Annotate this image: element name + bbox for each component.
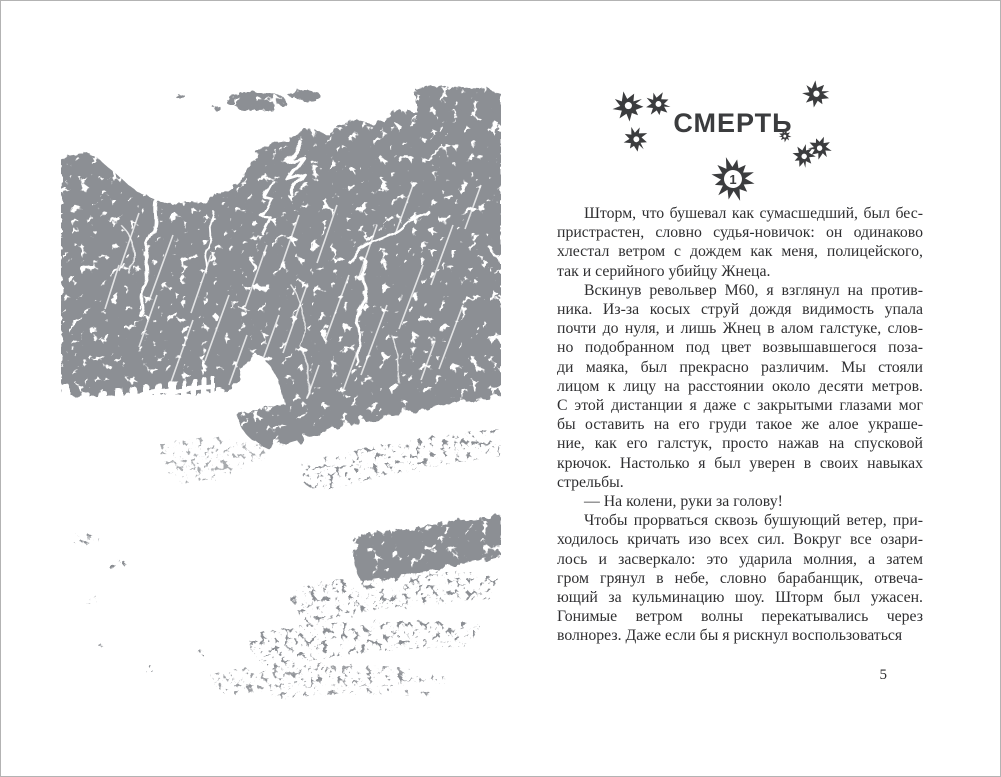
text-line: Гонимые ветром волны перекатывались через — [557, 608, 923, 626]
text-line: Шторм, что бушевал как сумасшедший, был бес- — [584, 205, 923, 222]
text-line: С этой дистанции я даже с закрытыми глазами мог — [557, 397, 923, 415]
bullet-hole-icon — [807, 135, 833, 161]
body-text — [557, 204, 923, 646]
text-line: гром грянул в небе, словно барабанщик, отвеча- — [557, 569, 923, 587]
text-line: ника. Из-за косых струй дождя видимость упала — [557, 301, 923, 319]
text-line: хлестал ветром с дождем как меня, полицейского, — [557, 243, 923, 261]
bullet-hole-icon — [801, 79, 831, 109]
text-line: лось и засверкало: это ударила молния, а затем — [557, 550, 923, 568]
text-line: но подобранном под цвет возвышавшегося поза- — [557, 339, 923, 357]
chapter-number: 1 — [729, 172, 737, 187]
text-line: пристрастен, словно судья-новичок: он одинаково — [557, 224, 923, 242]
text-line: Вскинув револьвер М60, я взглянул на против- — [584, 281, 923, 299]
chapter-header — [557, 79, 923, 203]
text-line: так и серийного убийцу Жнеца. — [557, 262, 771, 280]
text-line: крючок. Настолько я был уверен в своих навыках — [557, 454, 923, 472]
ground-speckles — [72, 534, 208, 673]
text-line: ние, как его галстук, просто нажав на спусковой — [557, 435, 923, 453]
storm-illustration — [61, 85, 501, 713]
text-line: почти до нуля, и лишь Жнец в алом галстуке, слов- — [557, 320, 923, 338]
text-line: Чтобы прорваться сквозь бушующий ветер, при- — [584, 512, 923, 530]
text-line: ющий за кульминацию шоу. Шторм был ужасен. — [557, 589, 923, 607]
storm-illustration-canvas — [61, 85, 501, 713]
text-line: стрельбы. — [557, 473, 624, 491]
text-line: ходилось кричать изо всех сил. Вокруг все озари- — [557, 531, 923, 549]
text-line: — На колени, руки за голову! — [584, 493, 783, 511]
text-line: бы оставить на его груди такое же алое украше- — [557, 416, 923, 434]
chapter-number-badge — [709, 155, 757, 203]
page-number: 5 — [879, 667, 887, 683]
text-line: ди маяка, был прекрасно различим. Мы стояли — [557, 358, 923, 376]
text-line: лицом к лицу на расстоянии около десяти метров. — [557, 377, 923, 395]
chapter-title: СМЕРТЬ — [673, 108, 793, 138]
text-line: волнорез. Даже если бы я рискнул воспользоваться — [557, 627, 903, 645]
